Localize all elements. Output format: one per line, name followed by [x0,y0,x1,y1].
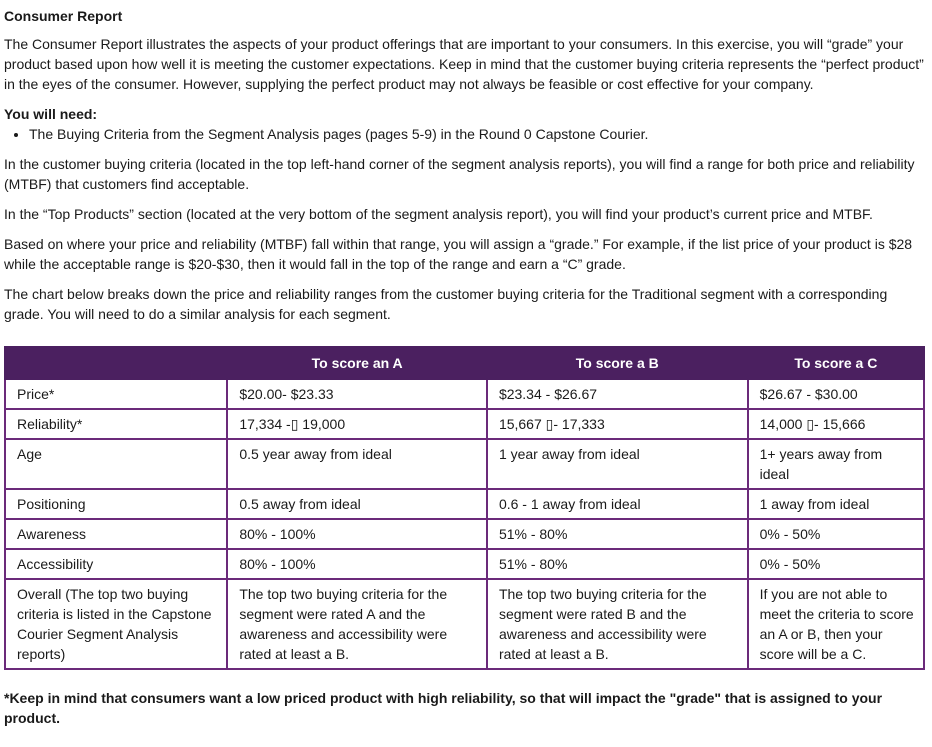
table-cell: Age [5,439,227,489]
table-cell: 80% - 100% [227,519,487,549]
need-list-item: • The Buying Criteria from the Segment Analysis pages (pages 5-9) in the Round 0 Capstone Courier. [29,124,926,144]
buying-criteria-paragraph: In the customer buying criteria (located in the top left-hand corner of the segment analysis reports), you will find a range for both price and reliability (MTBF) that customers find acceptable. [4,156,915,192]
table-header-row [5,347,924,379]
table-cell: 80% - 100% [227,549,487,579]
table-row-accessibility [5,549,924,579]
table-cell: 0.6 - 1 away from ideal [487,489,748,519]
table-cell: Reliability* [5,409,227,439]
grading-table [4,346,925,670]
table-cell: 51% - 80% [487,519,748,549]
page-title: Consumer Report [4,8,123,24]
intro-paragraph: The Consumer Report illustrates the aspects of your product offerings that are important to your consumers. In this exercise, you will “grade” your product based upon how well it is meeting the customer expectations. Keep in mind that the customer buying criteria represents the “perfect product” in the eyes of the consumer. However, supplying the perfect product may not always be feasible or cost effective for your company. [4,36,924,92]
table-cell: The top two buying criteria for the segment were rated A and the awareness and accessibility were rated at least a B. [227,579,487,669]
table-cell: 0% - 50% [748,549,924,579]
table-row-overall [5,579,924,669]
table-row-reliability [5,409,924,439]
table-cell: Price* [5,379,227,409]
footnote: *Keep in mind that consumers want a low priced product with high reliability, so that will impact the "grade" that is assigned to your product. [4,690,883,726]
table-cell: Accessibility [5,549,227,579]
table-cell: 0% - 50% [748,519,924,549]
header-score-b: To score a B [487,347,748,379]
table-cell: 1 year away from ideal [487,439,748,489]
table-cell: 0.5 away from ideal [227,489,487,519]
table-cell: 14,000 ▯- 15,666 [748,409,924,439]
table-cell: $26.67 - $30.00 [748,379,924,409]
table-cell: If you are not able to meet the criteria to score an A or B, then your score will be a C. [748,579,924,669]
table-row-awareness [5,519,924,549]
table-cell: 51% - 80% [487,549,748,579]
you-will-need-heading: You will need: [4,106,98,122]
need-list [4,124,926,144]
table-cell: 1+ years away from ideal [748,439,924,489]
table-cell: 17,334 -▯ 19,000 [227,409,487,439]
header-score-a: To score an A [227,347,487,379]
table-cell: 0.5 year away from ideal [227,439,487,489]
top-products-paragraph: In the “Top Products” section (located at the very bottom of the segment analysis report), you will find your product’s current price and MTBF. [4,206,873,222]
table-cell: $20.00- $23.33 [227,379,487,409]
table-row-price [5,379,924,409]
table-cell: Awareness [5,519,227,549]
table-row-positioning [5,489,924,519]
table-cell: $23.34 - $26.67 [487,379,748,409]
grade-example-paragraph: Based on where your price and reliability (MTBF) fall within that range, you will assign a “grade.” For example, if the list price of your product is $28 while the acceptable range is $20-$30, then it would fall in the top of the range and earn a “C” grade. [4,236,913,272]
header-criteria [5,347,227,379]
table-row-age [5,439,924,489]
table-cell: 15,667 ▯- 17,333 [487,409,748,439]
table-cell: 1 away from ideal [748,489,924,519]
table-cell: Positioning [5,489,227,519]
header-score-c: To score a C [748,347,924,379]
table-cell: Overall (The top two buying criteria is listed in the Capstone Courier Segment Analysis reports) [5,579,227,669]
table-cell: The top two buying criteria for the segment were rated B and the awareness and accessibility were rated at least a B. [487,579,748,669]
chart-intro-paragraph: The chart below breaks down the price and reliability ranges from the customer buying criteria for the Traditional segment with a corresponding grade. You will need to do a similar analysis for each segment. [4,286,888,322]
